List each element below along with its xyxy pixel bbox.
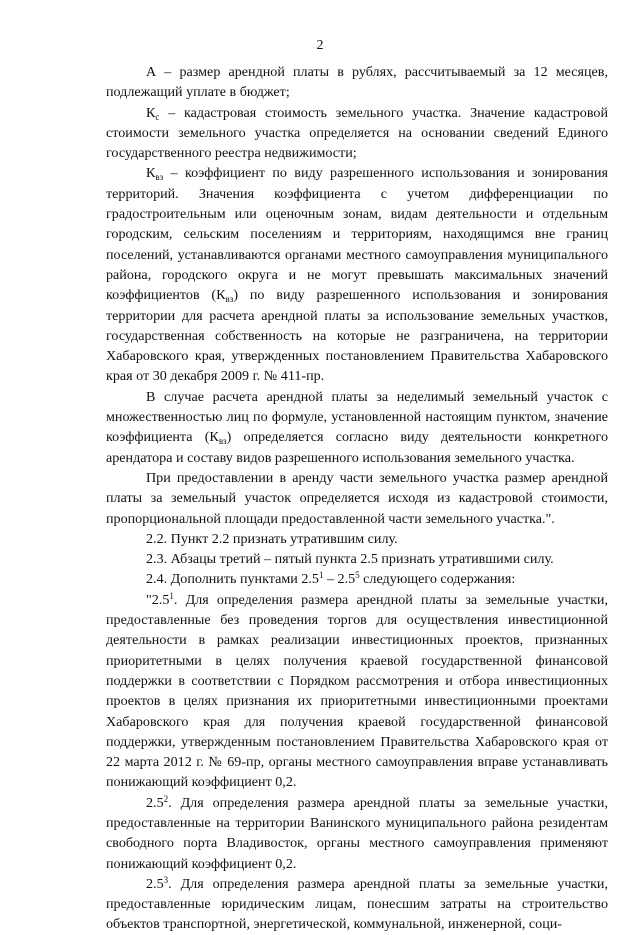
page-number: 2 [316,38,324,53]
paragraph-part-of-plot: При предоставлении в аренду части земельного участка размер арендной платы за земельный участок определяется исходя из кадастровой стоимости, пропорциональной площади предоставленной части земельного участка.". [106,469,608,527]
paragraph-indivisible-plot: В случае расчета арендной платы за неделимый земельный участок с множественностью лиц по формуле, установленной настоящим пунктом, значение коэффициента $(К_{вз})$ определяется согласно виду деятельности конкретного арендатора и составу видов разрешенного использования земельного участка. [106,388,608,466]
paragraph-2-2: 2.2. Пункт 2.2 признать утратившим силу. [146,530,398,547]
paragraph-a-definition: А – размер арендной платы в рублях, рассчитываемый за 12 месяцев, подлежащий уплате в бюджет; [106,64,608,101]
paragraph-2-5-1: "$2.5^1$. Для определения размера арендной платы за земельные участки, предоставленные без проведения торгов для осуществления инвестиционной деятельности в рамках реализации инвестиционных проектов, признанных приоритетными в целях получения краевой государственной финансовой поддержки в соответствии с Порядком рассмотрения и отбора инвестиционных проектов в целях признания их приоритетными инвестиционными проектами Хабаровского края для получения краевой государственной финансовой поддержки, утвержденным постановлением Правительства Хабаровского края от 22 марта 2012 г. № 69-пр, органы местного самоуправления вправе устанавливать понижающий коэффициент 0,2. [106,590,608,791]
paragraph-2-4: 2.4. Дополнить пунктами $2.5^1 - 2.5^5$ следующего содержания: [146,570,516,588]
paragraph-2-5-2: $2.5^2$. Для определения размера арендной платы за земельные участки, предоставленные на территории Ванинского муниципального района резидентам свободного порта Владивосток, органы местного самоуправления применяют понижающий коэффициент 0,2. [106,793,608,872]
paragraph-2-3: 2.3. Абзацы третий – пятый пункта 2.5 признать утратившими силу. [146,551,554,568]
paragraph-2-5-3: $2.5^3$. Для определения размера арендной платы за земельные участки, предоставленные юридическим лицам, понесшим затраты на строительство объектов транспортной, энергетической, коммунальной, инженерной, соци- [106,874,608,933]
document-body [106,62,608,935]
paragraph-kvz-definition: $К_{вз}$ – коэффициент по виду разрешенного использования и зонирования территорий. Значения коэффициента с учетом дифференциации по градостроительным или оценочным зонам, видам деятельности и отдельным городским, сельским поселениям и территориям, находящимся вне границ поселений, устанавливаются органами местного самоуправления муниципального района, городского округа и не могут превышать максимальных значений коэффициентов $(К_{вз})$ по виду разрешенного использования и зонирования территории для расчета арендной платы за использование земельных участков, государственная собственность на которые не разграничена, на территории Хабаровского края, утвержденных постановлением Правительства Хабаровского края от 30 декабря 2009 г. № 411-пр. [106,165,608,385]
paragraph-kc-definition: $К_с$ – кадастровая стоимость земельного участка. Значение кадастровой стоимости земельного участка определяется на основании сведений Единого государственного реестра недвижимости; [106,104,608,162]
